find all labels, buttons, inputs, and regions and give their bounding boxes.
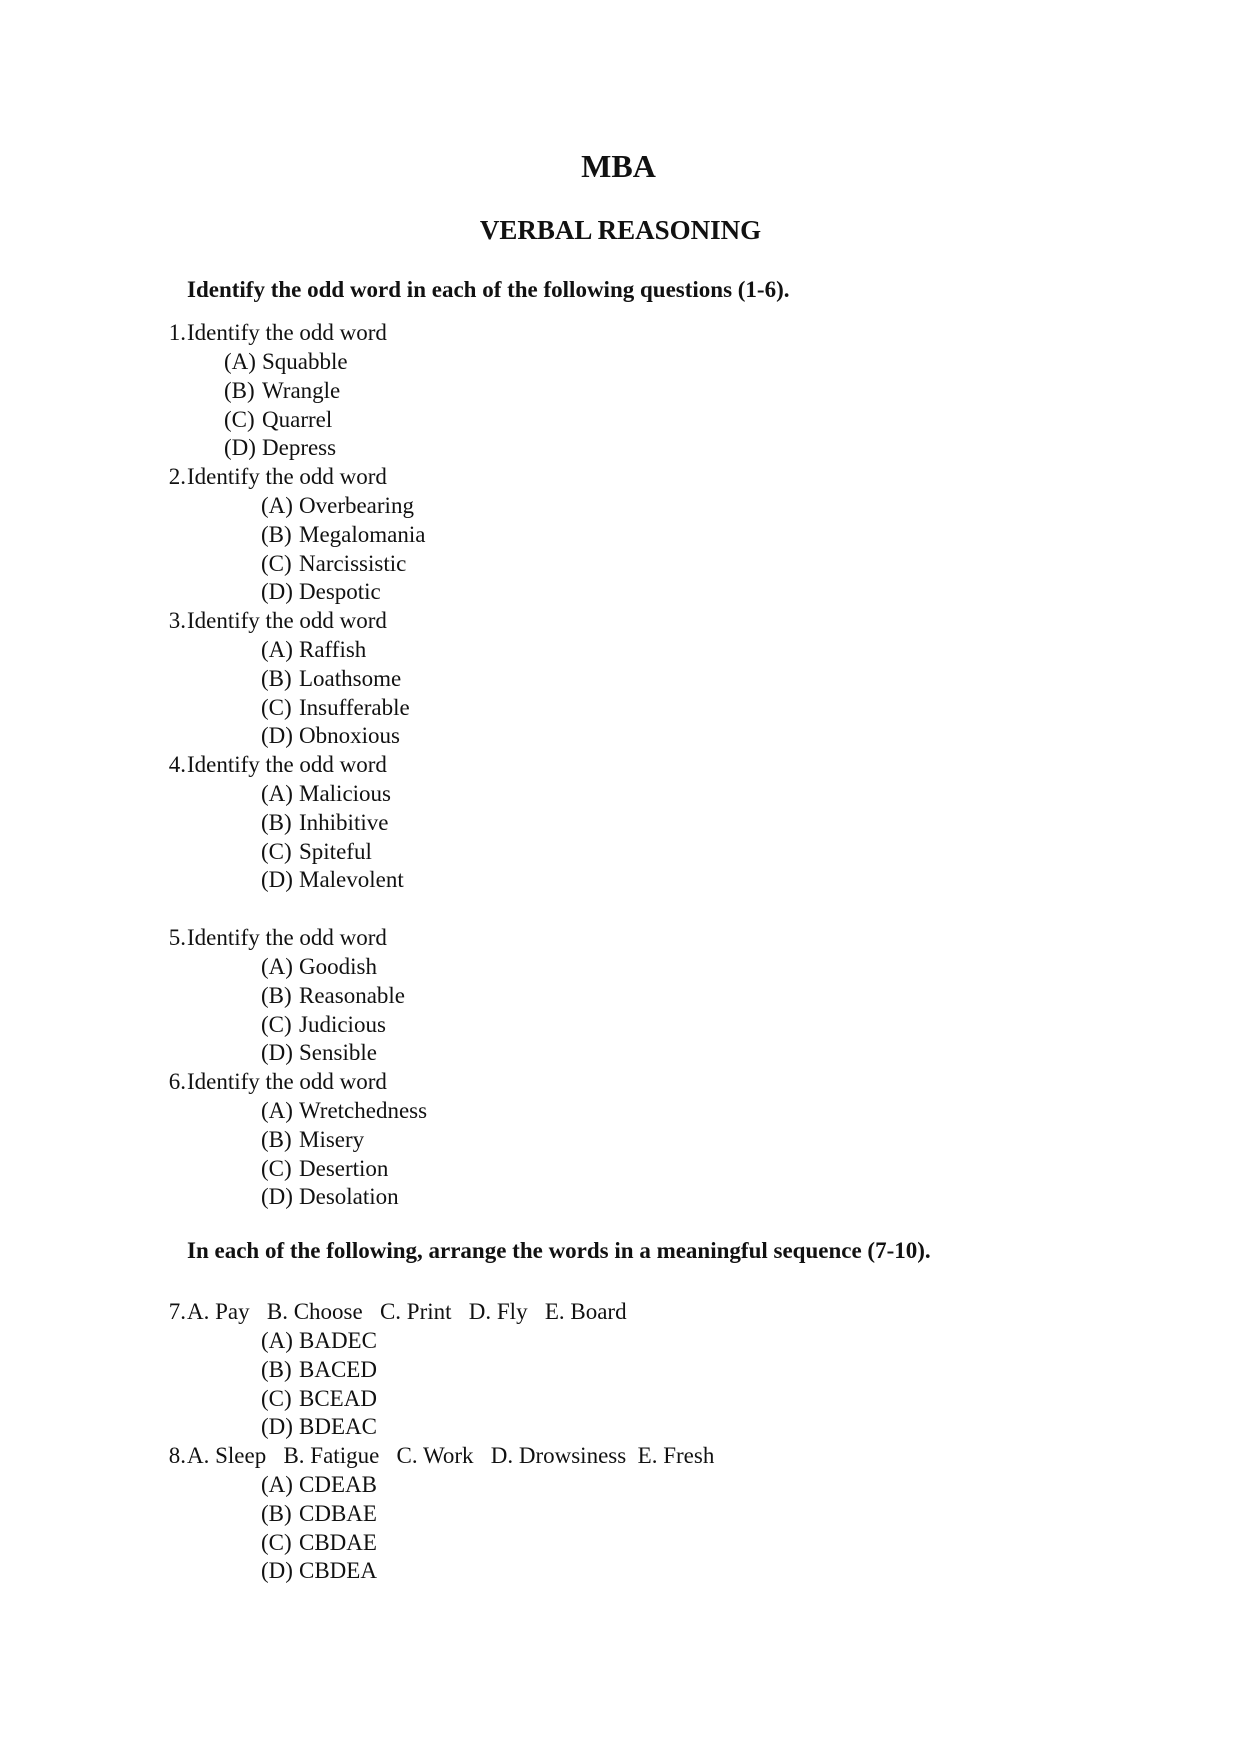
option-a: (A) Raffish: [261, 637, 367, 662]
option-c: (C) BCEAD: [261, 1385, 377, 1411]
question-number: 3.: [168, 608, 186, 633]
option-c: (C) CBDAE: [261, 1529, 377, 1555]
option-c: (C) Spiteful: [261, 838, 372, 864]
option-b: (B) BACED: [261, 1356, 377, 1382]
option-b: (B) Reasonable: [261, 982, 406, 1008]
option-b: (B) Inhibitive: [261, 809, 389, 835]
options-list: [224, 348, 348, 463]
question-text: Identify the odd word: [187, 608, 387, 633]
option-b: (B) Wrangle: [224, 377, 341, 403]
question-number: 5.: [168, 925, 186, 950]
option-c: (C) Narcissistic: [261, 550, 407, 576]
options-list: [261, 953, 405, 1068]
option-b: (B) Misery: [261, 1126, 365, 1152]
question-text: Identify the odd word: [187, 320, 387, 345]
option-d: (D) Malevolent: [261, 867, 404, 893]
option-a: (A) Wretchedness: [261, 1098, 428, 1123]
option-d: (D) Despotic: [261, 579, 381, 605]
option-b: (B) Megalomania: [261, 521, 426, 547]
options-list: [261, 1471, 377, 1586]
question-text: Identify the odd word: [187, 464, 387, 489]
options-list: [261, 492, 425, 607]
question-text: Identify the odd word: [187, 925, 387, 950]
option-b: (B) CDBAE: [261, 1500, 377, 1526]
options-list: [261, 780, 404, 895]
options-list: [261, 636, 410, 751]
option-c: (C) Insufferable: [261, 694, 410, 720]
option-a: (A) CDEAB: [261, 1472, 377, 1497]
option-a: (A) BADEC: [261, 1328, 377, 1353]
option-a: (A) Malicious: [261, 781, 391, 806]
question-number: 7.: [168, 1299, 186, 1324]
page-title: MBA: [581, 148, 656, 184]
option-d: (D) Desolation: [261, 1184, 399, 1210]
options-list: [261, 1097, 427, 1212]
option-d: (D) Sensible: [261, 1040, 377, 1066]
options-list: [261, 1327, 377, 1442]
option-c: (C) Judicious: [261, 1011, 386, 1037]
question-text: Identify the odd word: [187, 1069, 387, 1094]
option-a: (A) Overbearing: [261, 493, 414, 518]
option-b: (B) Loathsome: [261, 665, 402, 691]
option-d: (D) Obnoxious: [261, 723, 400, 749]
question-number: 8.: [168, 1443, 186, 1468]
question-number: 6.: [168, 1069, 186, 1094]
question-text: A. Sleep B. Fatigue C. Work D. Drowsiness E. Fresh: [187, 1443, 715, 1468]
option-a: (A) Squabble: [224, 349, 348, 374]
section-instruction: Identify the odd word in each of the following questions (1-6).: [187, 277, 790, 302]
option-c: (C) Quarrel: [224, 406, 333, 432]
section-instruction: In each of the following, arrange the words in a meaningful sequence (7-10).: [187, 1238, 931, 1263]
question-number: 1.: [168, 320, 186, 345]
question-text: A. Pay B. Choose C. Print D. Fly E. Board: [187, 1299, 627, 1324]
option-d: (D) BDEAC: [261, 1414, 377, 1440]
question-text: Identify the odd word: [187, 752, 387, 777]
option-c: (C) Desertion: [261, 1155, 389, 1181]
page-subtitle: VERBAL REASONING: [479, 215, 762, 245]
option-d: (D) CBDEA: [261, 1558, 377, 1584]
question-number: 4.: [168, 752, 186, 777]
option-a: (A) Goodish: [261, 954, 377, 979]
option-d: (D) Depress: [224, 435, 337, 461]
question-number: 2.: [168, 464, 186, 489]
